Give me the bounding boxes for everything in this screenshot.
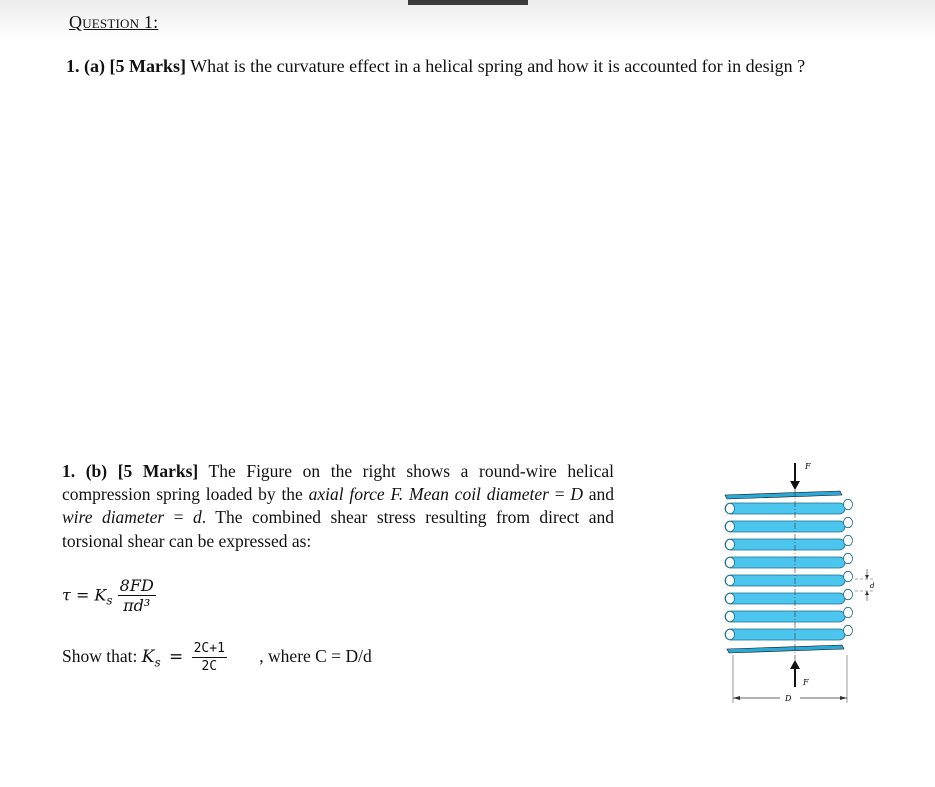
part-b-text-3: and <box>588 484 615 505</box>
coil-turn <box>725 535 853 550</box>
spring-figure <box>715 455 885 705</box>
ks-numerator: 2C+1 <box>193 641 225 656</box>
part-b-prefix: 1. (b) [5 Marks] <box>62 461 199 481</box>
coil-turn <box>725 625 853 640</box>
show-that-line <box>62 640 372 676</box>
part-b-text-4: = <box>173 507 184 528</box>
part-b-term-2: D <box>570 484 583 505</box>
equation-subscript: s <box>106 593 113 608</box>
diameter-label: D <box>785 694 792 703</box>
ks-denominator: 2C <box>201 659 218 674</box>
shear-stress-equation <box>62 576 156 616</box>
coil-turn <box>725 553 853 568</box>
question-part-b <box>62 460 614 553</box>
bottom-force-arrow-icon <box>790 660 800 687</box>
coil-turn <box>725 589 853 604</box>
equation-numerator: 8FD <box>119 576 154 595</box>
part-b-text-1: The Figure on the right shows a round-wire helical compression spring loaded by the <box>62 461 614 505</box>
coil-turn <box>725 499 853 514</box>
part-b-term-4: d <box>193 507 202 528</box>
top-end-coil <box>725 491 842 499</box>
part-b-term-3: wire diameter <box>62 507 165 528</box>
ks-fraction <box>192 640 227 676</box>
equation-denominator: πd³ <box>123 596 151 615</box>
show-that-label: Show that: <box>62 646 138 667</box>
equation-fraction <box>118 576 156 616</box>
bottom-force-label: F <box>803 678 809 687</box>
where-clause: , where C = D/d <box>259 646 372 667</box>
coil-turn <box>725 571 853 586</box>
window-tab-handle[interactable] <box>408 0 528 5</box>
part-b-term-1: axial force F. Mean coil diameter <box>308 484 549 505</box>
part-b-text-2: = <box>554 484 565 505</box>
top-force-arrow-icon <box>790 463 800 490</box>
question-heading: Question 1: <box>69 12 159 32</box>
ks-symbol: K <box>141 647 155 668</box>
bottom-end-coil <box>727 645 844 653</box>
coil-turn <box>725 517 853 532</box>
part-a-prefix: 1. (a) [5 Marks] <box>66 56 186 76</box>
spring-coils <box>725 499 853 640</box>
equals-sign: = <box>168 647 184 668</box>
top-force-label: F <box>805 462 811 471</box>
part-a-text: What is the curvature effect in a helical spring and how it is accounted for in design ? <box>190 56 806 76</box>
wire-label: d <box>870 582 875 590</box>
ks-subscript: s <box>154 655 161 670</box>
question-part-a <box>66 56 906 77</box>
equation-lhs: τ = K <box>62 585 107 605</box>
part-b-text-5: . The combined shear stress resulting from direct and torsional shear can be expressed as: <box>62 507 615 551</box>
coil-turn <box>725 607 853 622</box>
